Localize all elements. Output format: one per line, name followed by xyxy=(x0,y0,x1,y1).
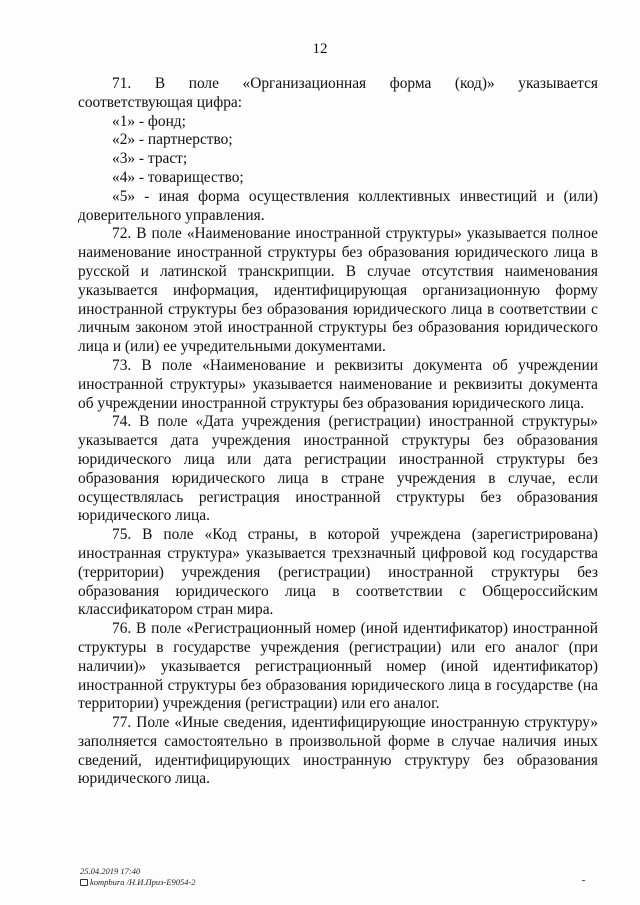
paragraph-76: 76. В поле «Регистрационный номер (иной идентификатор) иностранной структуры в государстве учреждения (регистрации) или его аналог (при наличии)» указывается регистрационный номер (иной идентификатор) иностранной структуры без образования юридического лица в государстве (на территории) учреждения (регистрации) или его аналог. xyxy=(78,620,598,713)
list-item: «4» - товарищество; xyxy=(112,168,244,186)
paragraph-71-intro: 71. В поле «Организационная форма (код)» указывается соответствующая цифра: xyxy=(78,75,598,111)
document-footer xyxy=(80,866,196,888)
paragraph-72: 72. В поле «Наименование иностранной структуры» указывается полное наименование иностранной структуры без образования юридического лица в русской и латинской транскрипции. В случае отсутствия наименования указывается информация, идентифицирующая организационную форму иностранной структуры без образования юридического лица в соответствии с личным законом этой иностранной структуры без образования юридического лица и (или) ее учредительными документами. xyxy=(78,225,598,356)
paragraph-75: 75. В поле «Код страны, в которой учреждена (зарегистрирована) иностранная структура» указывается трехзначный цифровой код государства (территории) учреждения (регистрации) иностранной структуры без образования юридического лица в соответствии с Общероссийским классификатором стран мира. xyxy=(78,526,598,619)
footer-file-ref-row xyxy=(80,877,196,888)
document-body xyxy=(78,75,598,789)
document-icon xyxy=(80,879,88,886)
list-item: «2» - партнерство; xyxy=(112,131,233,149)
scan-mark xyxy=(582,880,585,881)
list-item: «1» - фонд; xyxy=(112,112,186,130)
footer-file-ref: kompbura /Н.И.Приз-Е9054-2 xyxy=(90,877,196,887)
page-number: 12 xyxy=(312,41,328,57)
paragraph-73: 73. В поле «Наименование и реквизиты документа об учреждении иностранной структуры» указывается наименование и реквизиты документа об учреждении иностранной структуры без образования юридического лица. xyxy=(78,356,598,412)
footer-timestamp: 25.04.2019 17:40 xyxy=(80,866,141,876)
list-item: «3» - траст; xyxy=(112,150,188,168)
list-item: «5» - иная форма осуществления коллективных инвестиций и (или) доверительного управления. xyxy=(78,187,598,224)
paragraph-74: 74. В поле «Дата учреждения (регистрации) иностранной структуры» указывается дата учреждения иностранной структуры без образования юридического лица или дата регистрации иностранной структуры без образования юридического лица в стране учреждения в случае, если осуществлялась регистрация иностранной структуры без образования юридического лица. xyxy=(78,413,598,525)
paragraph-77: 77. Поле «Иные сведения, идентифицирующие иностранную структуру» заполняется самостоятельно в произвольной форме в случае наличия иных сведений, идентифицирующих иностранную структуру без образования юридического лица. xyxy=(78,714,598,788)
